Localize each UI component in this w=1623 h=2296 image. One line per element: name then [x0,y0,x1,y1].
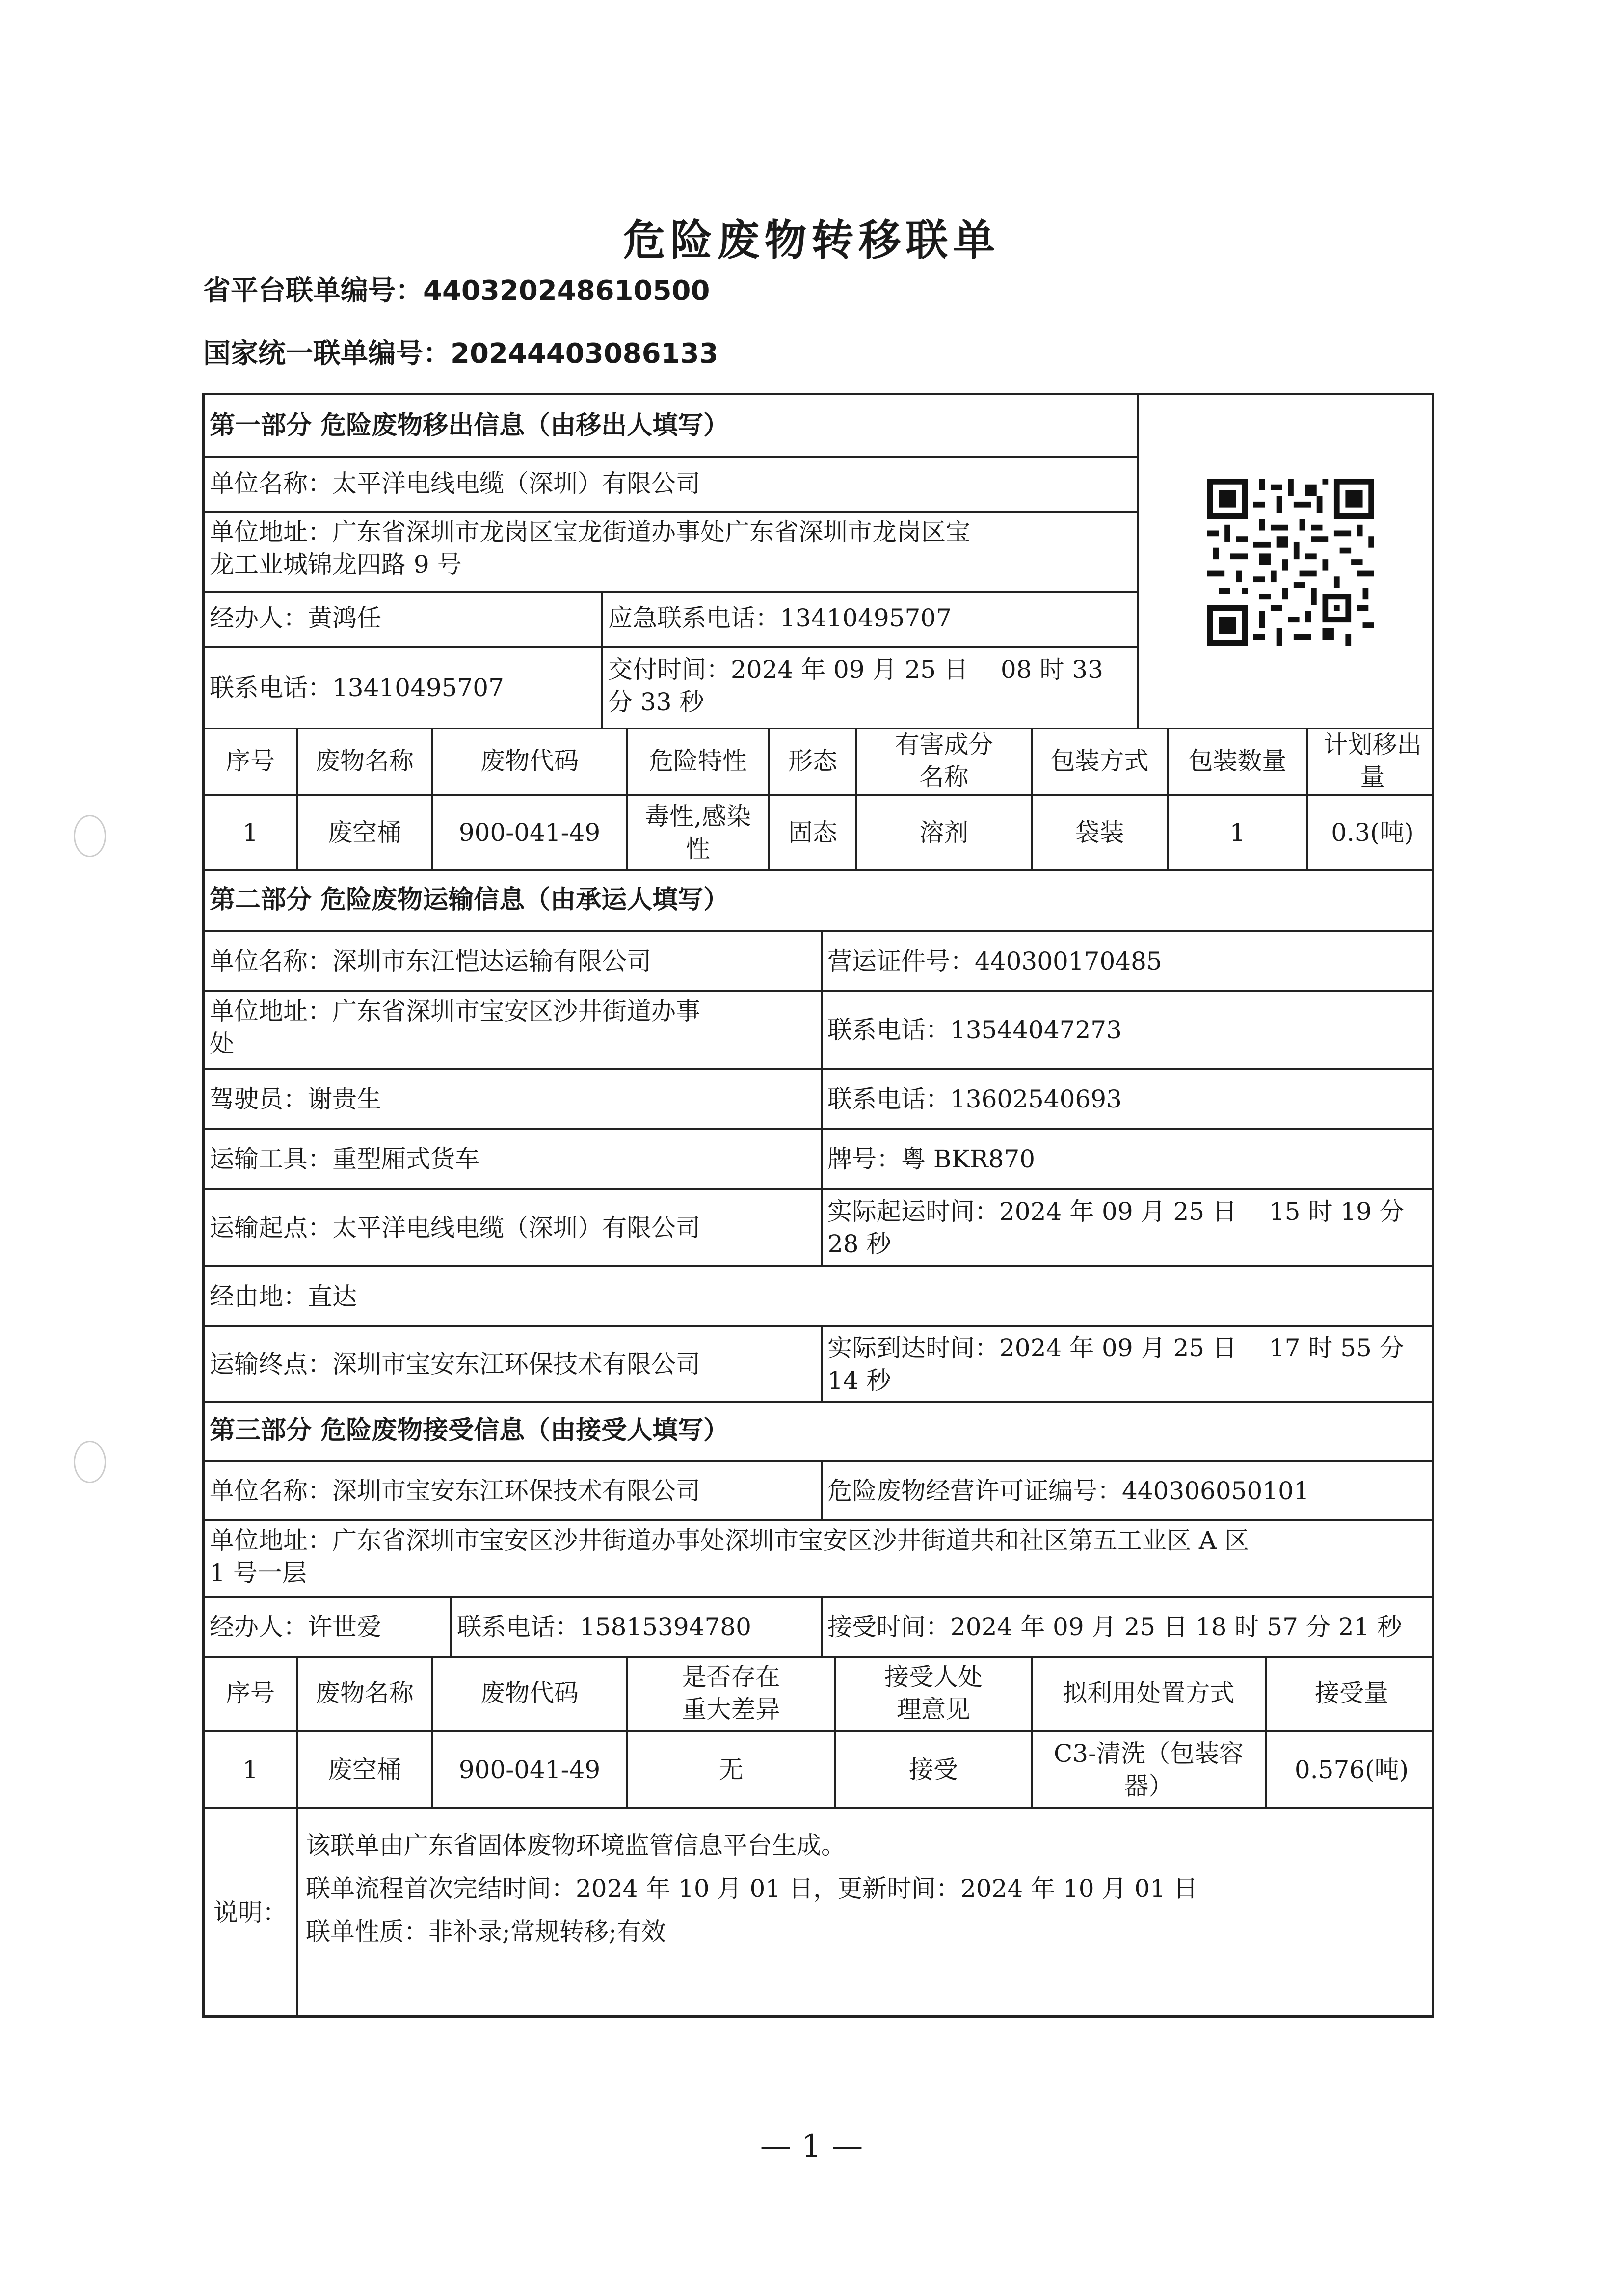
notes-label: 说明： [213,1898,287,1927]
part2-phone1: 联系电话：13544047273 [827,1016,1122,1044]
part2-vehicle: 运输工具：重型厢式货车 [210,1145,479,1173]
time-line: 实际到达时间：2024 年 09 月 25 日 17 时 55 分 [827,1334,1404,1362]
time-line: 14 秒 [827,1366,891,1395]
p1-cell: 袋装 [1075,818,1124,847]
time-line: 实际起运时间：2024 年 09 月 25 日 15 时 19 分 [827,1197,1404,1226]
p1-col-header: 废物代码 [480,746,579,775]
part3-phone: 联系电话：15815394780 [457,1613,751,1641]
p1-cell: 1 [1229,818,1246,847]
part3-receive-time: 接受时间：2024 年 09 月 25 日 18 时 57 分 21 秒 [827,1613,1402,1641]
p3-cell: 0.576(吨) [1294,1756,1409,1784]
part3-handler: 经办人：许世爱 [210,1613,381,1641]
part2-depart-time [823,1195,1434,1265]
address-line: 处 [210,1029,234,1058]
p1-cell: 900-041-49 [458,818,601,847]
address-line: 龙工业城锦龙四路 9 号 [210,550,462,579]
part3-unit-name: 单位名称：深圳市宝安东江环保技术有限公司 [210,1477,700,1505]
p3-cell: 废空桶 [328,1756,401,1784]
time-line: 28 秒 [827,1230,891,1258]
part1-emergency-phone: 应急联系电话：13410495707 [608,604,952,632]
part2-destination: 运输终点：深圳市宝安东江环保技术有限公司 [210,1350,700,1378]
national-manifest-id: 国家统一联单编号：20244403086133 [203,338,718,370]
part2-unit-name: 单位名称：深圳市东江恺达运输有限公司 [210,947,651,975]
p1-col-header: 包装数量 [1188,746,1287,775]
part2-phone2: 联系电话：13602540693 [827,1084,1122,1113]
p1-cell: 溶剂 [919,818,969,847]
part2-heading: 第二部分 危险废物运输信息（由承运人填写） [210,885,729,915]
document-title: 危险废物转移联单 [623,216,1000,265]
part1-phone: 联系电话：13410495707 [210,673,504,702]
address-line: 单位地址：广东省深圳市宝安区沙井街道办事 [210,997,700,1026]
p3-col-header: 拟利用处置方式 [1063,1679,1235,1707]
p1-col-header: 序号 [226,746,275,775]
part2-unit-address [205,995,821,1068]
p3-cell: 无 [718,1756,744,1784]
punch-hole [74,1441,106,1483]
punch-hole [74,815,106,857]
p3-cell: 1 [242,1756,258,1784]
p1-cell: 0.3(吨) [1331,818,1414,847]
note-line: 联单性质：非补录;常规转移;有效 [306,1918,666,1946]
p3-col-header: 接受量 [1315,1679,1388,1707]
part2-arrive-time [823,1332,1434,1401]
part1-handler: 经办人：黄鸿任 [210,604,381,632]
note-line: 联单流程首次完结时间：2024 年 10 月 01 日，更新时间：2024 年 10 月 01 日 [306,1874,1198,1903]
part1-unit-name: 单位名称：太平洋电线电缆（深圳）有限公司 [210,469,700,498]
p1-cell: 固态 [788,818,837,847]
p3-cell: C3-清洗（包装容器） [1054,1739,1244,1800]
part3-permit: 危险废物经营许可证编号：440306050101 [827,1477,1309,1505]
page-number: — 1 — [760,2128,863,2164]
p3-col-header: 废物代码 [480,1679,579,1707]
address-line: 单位地址：广东省深圳市宝安区沙井街道办事处深圳市宝安区沙井街道共和社区第五工业区 A 区 [210,1526,1249,1555]
province-manifest-id: 省平台联单编号：440320248610500 [203,275,710,307]
address-line: 1 号一层 [210,1559,307,1587]
time-line: 交付时间：2024 年 09 月 25 日 08 时 33 [608,655,1103,684]
manifest-form [202,393,1434,2018]
qr-code [1207,479,1374,646]
p1-col-header: 危险特性 [649,746,747,775]
p3-cell: 900-041-49 [458,1756,601,1784]
p3-cell: 接受 [909,1756,958,1784]
part1-handover-time [603,653,1137,727]
part3-unit-address [205,1524,1434,1596]
part1-unit-address [205,516,1137,590]
address-line: 单位地址：广东省深圳市龙岗区宝龙街道办事处广东省深圳市龙岗区宝 [210,518,970,546]
part2-license: 营运证件号：440300170485 [827,947,1162,975]
p1-cell: 废空桶 [328,818,401,847]
p1-col-header: 有害成分名称 [895,730,993,791]
p1-cell: 1 [242,818,258,847]
part2-driver: 驾驶员：谢贵生 [210,1084,381,1113]
note-line: 该联单由广东省固体废物环境监管信息平台生成。 [306,1831,846,1860]
part1-heading: 第一部分 危险废物移出信息（由移出人填写） [210,411,729,440]
p3-col-header: 序号 [226,1679,275,1707]
p1-col-header: 计划移出量 [1323,730,1422,791]
part2-origin: 运输起点：太平洋电线电缆（深圳）有限公司 [210,1213,700,1242]
part3-heading: 第三部分 危险废物接受信息（由接受人填写） [210,1416,729,1445]
time-line: 分 33 秒 [608,688,704,716]
p3-col-header: 是否存在重大差异 [682,1663,780,1724]
p3-col-header: 接受人处理意见 [884,1663,983,1724]
notes-content [301,1824,1430,2010]
p1-cell: 毒性,感染性 [645,802,751,863]
part2-via: 经由地：直达 [210,1282,357,1311]
p1-col-header: 包装方式 [1050,746,1149,775]
p1-col-header: 形态 [788,746,837,775]
p1-col-header: 废物名称 [316,746,414,775]
p3-col-header: 废物名称 [316,1679,414,1707]
part2-plate: 牌号：粤 BKR870 [827,1145,1036,1173]
